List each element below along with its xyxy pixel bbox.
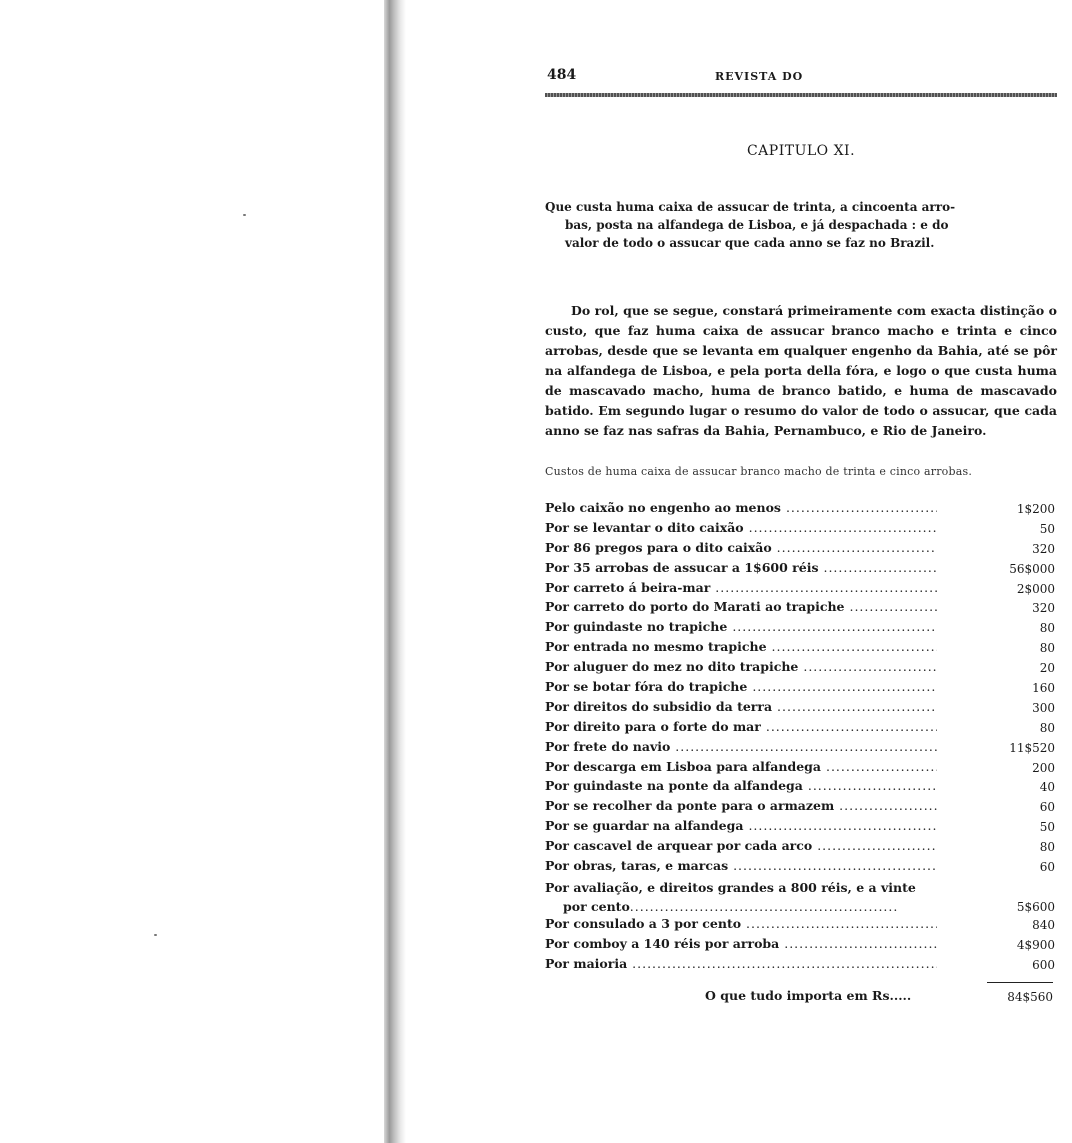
cost-value: 80 (1039, 840, 1055, 855)
cost-value: 56$000 (1009, 561, 1055, 576)
cost-row (545, 719, 1057, 739)
summary-line: valor de todo o assucar que cada anno se faz no Brazil. (565, 236, 935, 250)
cost-label: Por obras, taras, e marcas ..... (545, 858, 937, 873)
cost-value: 50 (1039, 521, 1055, 536)
cost-label: Por guindaste na ponte da alfandega ..... (545, 778, 937, 793)
cost-row (545, 778, 1057, 798)
cost-label: Por direitos do subsidio da terra ..... (545, 699, 937, 714)
cost-label: Por guindaste no trapiche ..... (545, 619, 937, 634)
cost-label: Por descarga em Lisboa para alfandega ..... (545, 759, 937, 774)
cost-value: 80 (1039, 621, 1055, 636)
leader-dots: ...................................................... (629, 898, 899, 914)
cost-row (545, 916, 1057, 936)
cost-row (545, 798, 1057, 818)
total-value: 84$560 (1007, 990, 1053, 1004)
cost-row (545, 739, 1057, 759)
cost-label: Por se recolher da ponte para o armazem ..... (545, 798, 937, 813)
binding-gutter (384, 0, 406, 1143)
cost-label: Por frete do navio ..... (545, 739, 937, 754)
cost-value: 40 (1039, 780, 1055, 795)
cost-label: Por se levantar o dito caixão ..... (545, 520, 937, 535)
cost-label-line: por cento (563, 898, 630, 914)
sum-rule (987, 982, 1053, 983)
cost-row (545, 580, 1057, 600)
cost-value: 300 (1032, 700, 1055, 715)
cost-label (545, 878, 937, 916)
scan-speck (243, 214, 246, 216)
cost-label: Por aluguer do mez no dito trapiche ..... (545, 659, 937, 674)
header-rule (545, 93, 1057, 97)
total-row (545, 988, 1057, 1008)
cost-value: 4$900 (1016, 937, 1055, 952)
table-caption: Custos de huma caixa de assucar branco macho de trinta e cinco arrobas. (545, 465, 973, 478)
cost-value: 2$000 (1016, 581, 1055, 596)
cost-row (545, 619, 1057, 639)
page-header (545, 67, 1057, 87)
cost-row (545, 560, 1057, 580)
intro-paragraph: Do rol, que se segue, constará primeiramente com exacta distinção o custo, que faz huma caixa de assucar branco macho e trinta e cinco arrobas, desde que se levanta em qualquer engenho da Bahia, até se pôr na alfandega de Lisboa, e pela porta della fóra, e logo o que custa huma de mascavado macho, huma de branco batido, e huma de mascavado batido. Em segundo lugar o resumo do valor de todo o assucar, que cada anno se faz nas safras da Bahia, Pernambuco, e Rio de Janeiro. (545, 302, 1057, 438)
cost-label: Por direito para o forte do mar ..... (545, 719, 937, 734)
chapter-summary (545, 198, 1057, 252)
cost-label: Por se guardar na alfandega ..... (545, 818, 937, 833)
chapter-title: CAPITULO XI. (746, 143, 856, 159)
cost-value: 50 (1039, 820, 1055, 835)
scan-speck (154, 934, 157, 936)
cost-row (545, 540, 1057, 560)
cost-label: Por carreto do porto do Marati ao trapiche ..... (545, 599, 937, 614)
cost-table (545, 500, 1057, 976)
page-number: 484 (547, 67, 577, 83)
cost-label: Por 35 arrobas de assucar a 1$600 réis ..... (545, 560, 937, 575)
cost-value: 5$600 (1016, 899, 1055, 914)
cost-label: Pelo caixão no engenho ao menos ..... (545, 500, 937, 515)
cost-value: 1$200 (1016, 502, 1055, 516)
cost-row (545, 659, 1057, 679)
cost-value: 80 (1039, 720, 1055, 735)
cost-label: Por se botar fóra do trapiche ..... (545, 679, 937, 694)
cost-row (545, 878, 1057, 916)
cost-value: 320 (1032, 601, 1055, 616)
cost-row (545, 639, 1057, 659)
summary-line: bas, posta na alfandega de Lisboa, e já despachada : e do (565, 218, 949, 232)
cost-row (545, 838, 1057, 858)
cost-value: 20 (1039, 661, 1055, 676)
cost-value: 320 (1032, 541, 1055, 556)
cost-row (545, 759, 1057, 779)
cost-row (545, 500, 1057, 520)
cost-label: Por consulado a 3 por cento ..... (545, 916, 937, 931)
running-head: REVISTA DO (715, 70, 804, 83)
cost-row (545, 818, 1057, 838)
cost-value: 200 (1032, 760, 1055, 775)
cost-value: 840 (1032, 917, 1055, 932)
cost-value: 60 (1039, 860, 1055, 875)
cost-row (545, 936, 1057, 956)
cost-label: Por cascavel de arquear por cada arco ..... (545, 838, 937, 853)
cost-row (545, 599, 1057, 619)
cost-label: Por entrada no mesmo trapiche ..... (545, 639, 937, 654)
cost-value: 80 (1039, 641, 1055, 656)
cost-label: Por 86 pregos para o dito caixão ..... (545, 540, 937, 555)
cost-label: Por maioria ..... (545, 956, 937, 971)
cost-label-line: Por avaliação, e direitos grandes a 800 réis, e a vinte (545, 879, 916, 895)
cost-value: 600 (1032, 957, 1055, 972)
cost-label: Por comboy a 140 réis por arroba ..... (545, 936, 937, 951)
total-label: O que tudo importa em Rs..... (705, 988, 912, 1003)
cost-row (545, 956, 1057, 976)
summary-line: Que custa huma caixa de assucar de trinta, a cincoenta arro- (545, 200, 956, 214)
cost-value: 160 (1032, 681, 1055, 696)
cost-value: 11$520 (1009, 740, 1055, 755)
cost-row (545, 520, 1057, 540)
cost-value: 60 (1039, 800, 1055, 815)
cost-row (545, 699, 1057, 719)
cost-row (545, 858, 1057, 878)
cost-label: Por carreto á beira-mar ..... (545, 580, 937, 595)
cost-row (545, 679, 1057, 699)
